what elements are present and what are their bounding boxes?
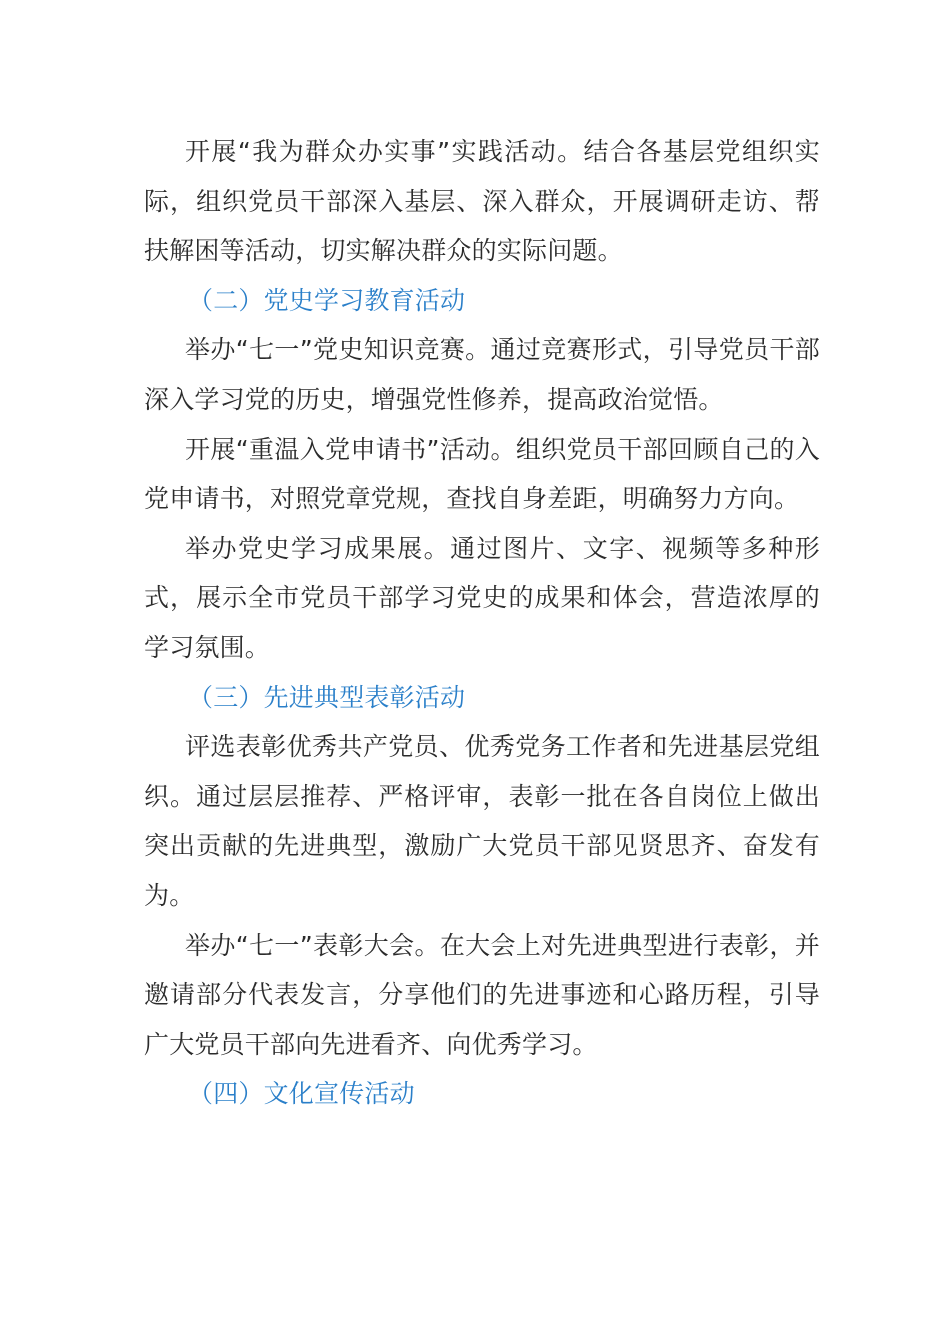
paragraph-application-review: 开展“重温入党申请书”活动。组织党员干部回顾自己的入党申请书，对照党章党规，查找自身差距，明确努力方向。 — [144, 434, 820, 514]
section-heading-party-history: （二）党史学习教育活动 — [188, 285, 466, 315]
paragraph-commendation-meeting: 举办“七一”表彰大会。在大会上对先进典型进行表彰，并邀请部分代表发言，分享他们的先进事迹和心路历程，引导广大党员干部向先进看齐、向优秀学习。 — [144, 930, 820, 1059]
paragraph-achievement-exhibition: 举办党史学习成果展。通过图片、文字、视频等多种形式，展示全市党员干部学习党史的成果和体会，营造浓厚的学习氛围。 — [144, 533, 820, 662]
paragraph-selection-commendation: 评选表彰优秀共产党员、优秀党务工作者和先进基层党组织。通过层层推荐、严格评审，表彰一批在各自岗位上做出突出贡献的先进典型，激励广大党员干部见贤思齐、奋发有为。 — [144, 732, 820, 910]
paragraph-knowledge-contest: 举办“七一”党史知识竞赛。通过竞赛形式，引导党员干部深入学习党的历史，增强党性修养，提高政治觉悟。 — [144, 335, 820, 414]
paragraph-service-practice: 开展“我为群众办实事”实践活动。结合各基层党组织实际，组织党员干部深入基层、深入群众，开展调研走访、帮扶解困等活动，切实解决群众的实际问题。 — [144, 137, 820, 266]
section-heading-culture-publicity: （四）文化宣传活动 — [188, 1079, 415, 1109]
section-heading-commendation: （三）先进典型表彰活动 — [188, 682, 466, 712]
document-body — [144, 127, 820, 1119]
